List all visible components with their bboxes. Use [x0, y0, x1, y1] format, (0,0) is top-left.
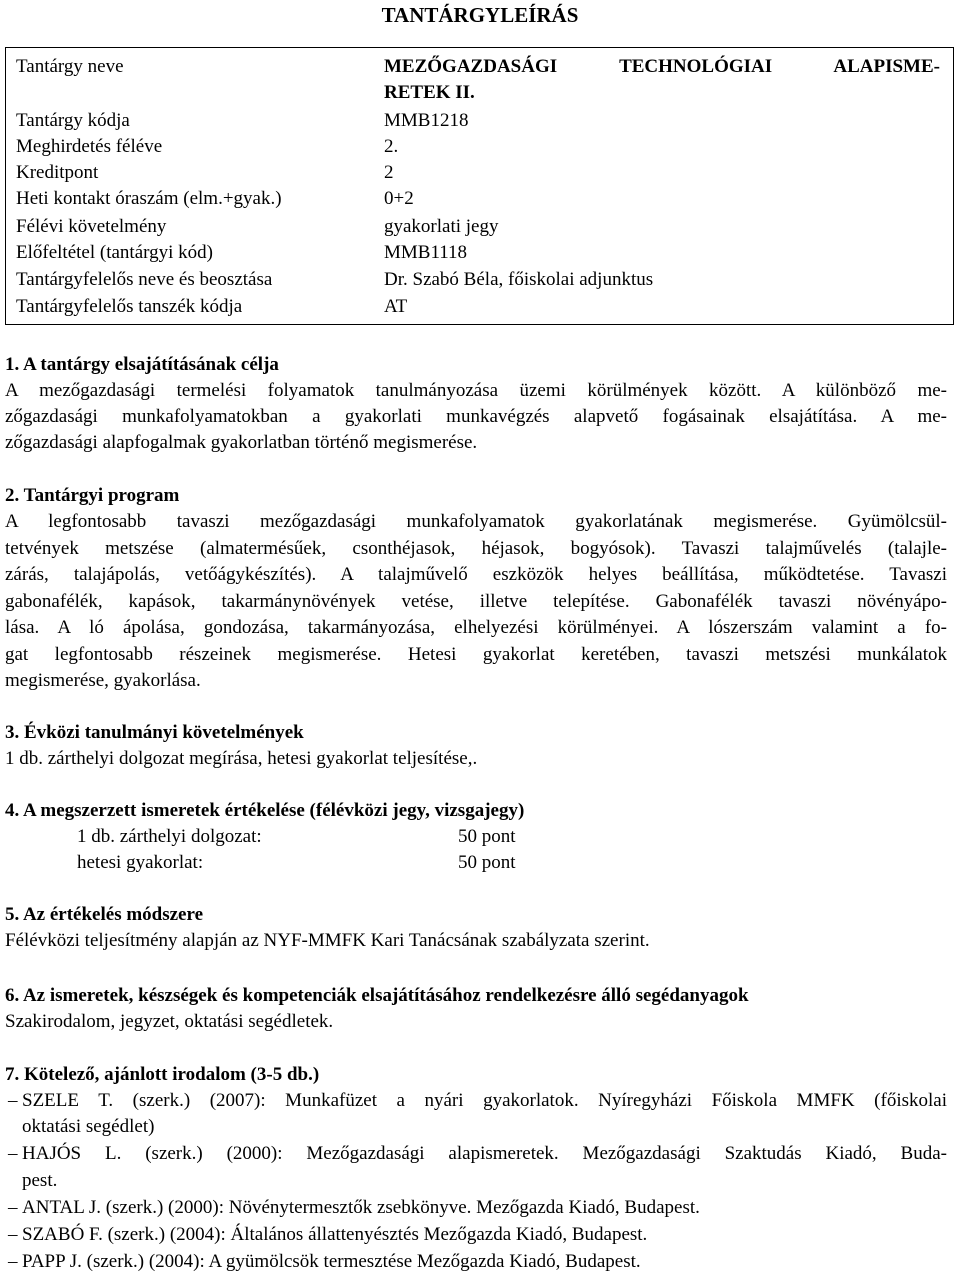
- section-text-line: A legfontosabb tavaszi mezőgazdasági munkafolyamatok gyakorlatának megismerése. Gyümölcsül-: [5, 511, 947, 532]
- info-value: MMB1218: [384, 110, 469, 131]
- info-label: Előfeltétel (tantárgyi kód): [16, 242, 213, 263]
- section-heading-method: 5. Az értékelés módszere: [5, 904, 204, 925]
- info-value: 2: [384, 162, 394, 183]
- course-info-table: [5, 47, 954, 325]
- info-value: 0+2: [384, 188, 414, 209]
- info-value: MMB1118: [384, 242, 468, 263]
- info-label: Meghirdetés féléve: [16, 136, 163, 157]
- section-heading-materials: 6. Az ismeretek, készségek és kompetenciák elsajátításához rendelkezésre álló segédanyagok: [5, 985, 749, 1006]
- section-heading-program: 2. Tantárgyi program: [5, 485, 180, 506]
- document-title: TANTÁRGYLEÍRÁS: [381, 3, 579, 27]
- info-label: Félévi követelmény: [16, 216, 167, 237]
- list-dash: –: [8, 1143, 18, 1164]
- info-row-semester: [6, 134, 955, 160]
- section-text-line: gabonafélék, kapások, takarmánynövények vetése, illetve telepítése. Gabonafélék tavaszi növényápo-: [5, 591, 947, 612]
- reference-item-cont: oktatási segédlet): [22, 1116, 155, 1137]
- info-row-credit: [6, 160, 955, 186]
- reference-item: PAPP J. (szerk.) (2004): A gyümölcsök termesztése Mezőgazda Kiadó, Budapest.: [22, 1251, 641, 1272]
- course-name-value-line2: RETEK II.: [384, 82, 475, 103]
- section-text-line: zőgazdasági munkafolyamatokban a gyakorlati munkavégzés alapvető fogásainak elsajátítása. A me-: [5, 406, 947, 427]
- section-text-line: Szakirodalom, jegyzet, oktatási segédletek.: [5, 1011, 334, 1032]
- eval-item-label: 1 db. zárthelyi dolgozat:: [77, 826, 262, 847]
- list-dash: –: [8, 1251, 18, 1272]
- section-heading-assessment: 4. A megszerzett ismeretek értékelése (félévközi jegy, vizsgajegy): [5, 800, 525, 821]
- info-value: Dr. Szabó Béla, főiskolai adjunktus: [384, 269, 654, 290]
- list-dash: –: [8, 1197, 18, 1218]
- info-row-name: [6, 54, 955, 80]
- info-row-department: [6, 294, 955, 320]
- eval-item-points: 50 pont: [458, 826, 516, 847]
- section-text-line: A mezőgazdasági termelési folyamatok tanulmányozása üzemi körülmények között. A különböző me-: [5, 380, 947, 401]
- section-text-line: lása. A ló ápolása, gondozása, takarmányozása, elhelyezési körülményei. A lószerszám valamint a fo-: [5, 617, 947, 638]
- info-value: gyakorlati jegy: [384, 216, 499, 237]
- section-text-line: zárás, talajápolás, vetőágykészítés). A talajművelő eszközök helyes beállítása, működtetése. Tavaszi: [5, 564, 947, 585]
- list-dash: –: [8, 1090, 18, 1111]
- section-text-line: tetvények metszése (almatermésűek, csonthéjasok, héjasok, bogyósok). Tavaszi talajművelés (talajle-: [5, 538, 947, 559]
- list-dash: –: [8, 1224, 18, 1245]
- eval-item-label: hetesi gyakorlat:: [77, 852, 204, 873]
- info-row-name-cont: [6, 80, 955, 106]
- reference-item: SZELE T. (szerk.) (2007): Munkafüzet a nyári gyakorlatok. Nyíregyházi Főiskola MMFK (főiskolai: [22, 1090, 947, 1111]
- reference-item: HAJÓS L. (szerk.) (2000): Mezőgazdasági alapismeretek. Mezőgazdasági Szaktudás Kiadó, Buda-: [22, 1143, 947, 1164]
- info-row-lecturer: [6, 267, 955, 293]
- section-heading-requirements: 3. Évközi tanulmányi követelmények: [5, 722, 304, 743]
- info-label: Heti kontakt óraszám (elm.+gyak.): [16, 188, 282, 209]
- reference-item-cont: pest.: [22, 1170, 58, 1191]
- reference-item: ANTAL J. (szerk.) (2000): Növénytermesztők zsebkönyve. Mezőgazda Kiadó, Budapest.: [22, 1197, 700, 1218]
- info-row-prereq: [6, 240, 955, 266]
- info-label: Kreditpont: [16, 162, 99, 183]
- section-heading-goal: 1. A tantárgy elsajátításának célja: [5, 354, 279, 375]
- info-row-code: [6, 108, 955, 134]
- info-label: Tantárgy kódja: [16, 110, 130, 131]
- section-text-line: 1 db. zárthelyi dolgozat megírása, hetesi gyakorlat teljesítése,.: [5, 748, 478, 769]
- section-heading-literature: 7. Kötelező, ajánlott irodalom (3-5 db.): [5, 1064, 320, 1085]
- info-label: Tantárgy neve: [16, 56, 124, 77]
- info-row-hours: [6, 186, 955, 212]
- info-row-requirement: [6, 214, 955, 240]
- info-label: Tantárgyfelelős neve és beosztása: [16, 269, 273, 290]
- info-value: 2.: [384, 136, 399, 157]
- info-value: AT: [384, 296, 408, 317]
- section-text-line: zőgazdasági alapfogalmak gyakorlatban történő megismerése.: [5, 432, 478, 453]
- section-text-line: megismerése, gyakorlása.: [5, 670, 201, 691]
- info-label: Tantárgyfelelős tanszék kódja: [16, 296, 243, 317]
- section-text-line: gat legfontosabb részeinek megismerése. Hetesi gyakorlat keretében, tavaszi metszési munkálatok: [5, 644, 947, 665]
- section-text-line: Félévközi teljesítmény alapján az NYF-MMFK Kari Tanácsának szabályzata szerint.: [5, 930, 650, 951]
- reference-item: SZABÓ F. (szerk.) (2004): Általános állattenyésztés Mezőgazda Kiadó, Budapest.: [22, 1224, 648, 1245]
- course-name-value-line1: MEZŐGAZDASÁGI TECHNOLÓGIAI ALAPISME-: [384, 56, 940, 77]
- eval-item-points: 50 pont: [458, 852, 516, 873]
